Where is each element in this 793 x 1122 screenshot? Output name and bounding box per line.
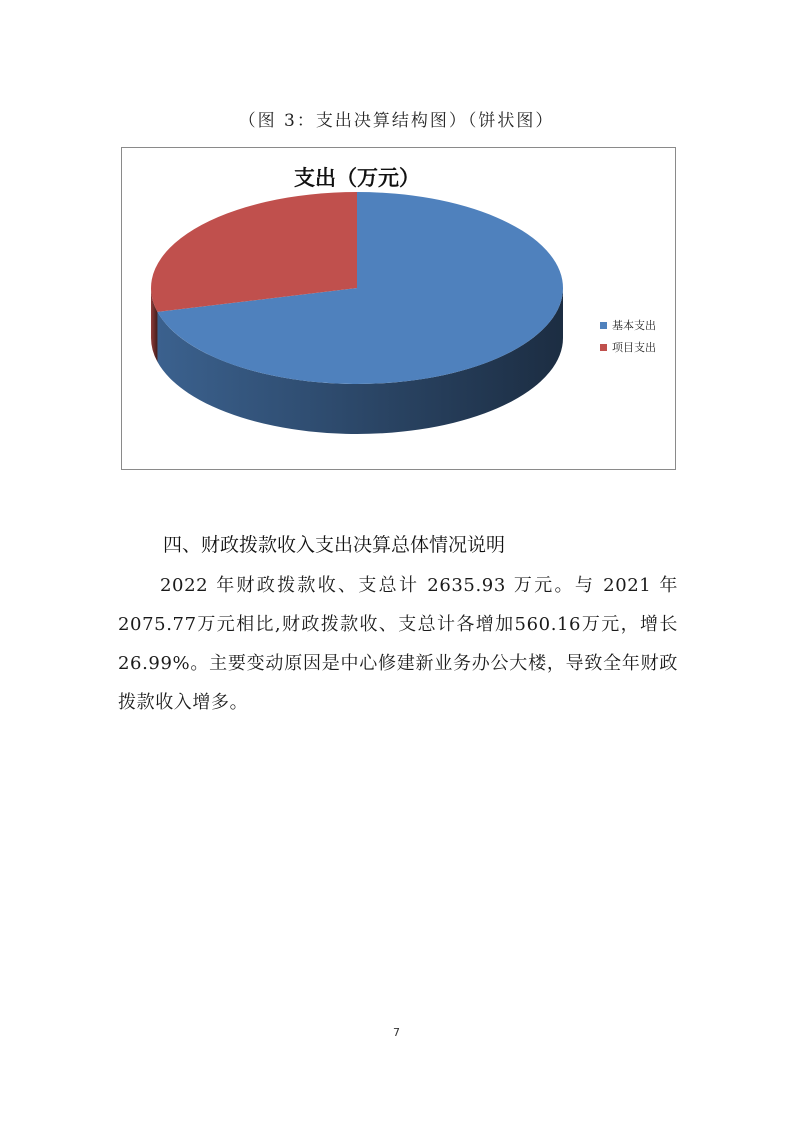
body-paragraph: 2022 年财政拨款收、支总计 2635.93 万元。与 2021 年 2075.77万元相比,财政拨款收、支总计各增加560.16万元，增长 26.99%。主要变动原因是中心修建新业务办公大楼，导致全年财政拨款收入增多。 xyxy=(118,575,678,713)
chart-legend xyxy=(600,314,656,358)
legend-item-project xyxy=(600,336,656,358)
legend-label-project: 项目支出 xyxy=(612,341,656,354)
pie-chart xyxy=(121,147,676,470)
figure-caption: （图 3：支出决算结构图）（饼状图） xyxy=(238,111,555,131)
legend-swatch-basic xyxy=(600,322,607,329)
legend-item-basic xyxy=(600,314,656,336)
section-heading: 四、财政拨款收入支出决算总体情况说明 xyxy=(163,534,506,556)
chart-title: 支出（万元） xyxy=(294,166,420,190)
page-number: 7 xyxy=(393,1026,400,1039)
legend-label-basic: 基本支出 xyxy=(612,319,656,332)
pie-chart-canvas xyxy=(122,148,675,469)
legend-swatch-project xyxy=(600,344,607,351)
